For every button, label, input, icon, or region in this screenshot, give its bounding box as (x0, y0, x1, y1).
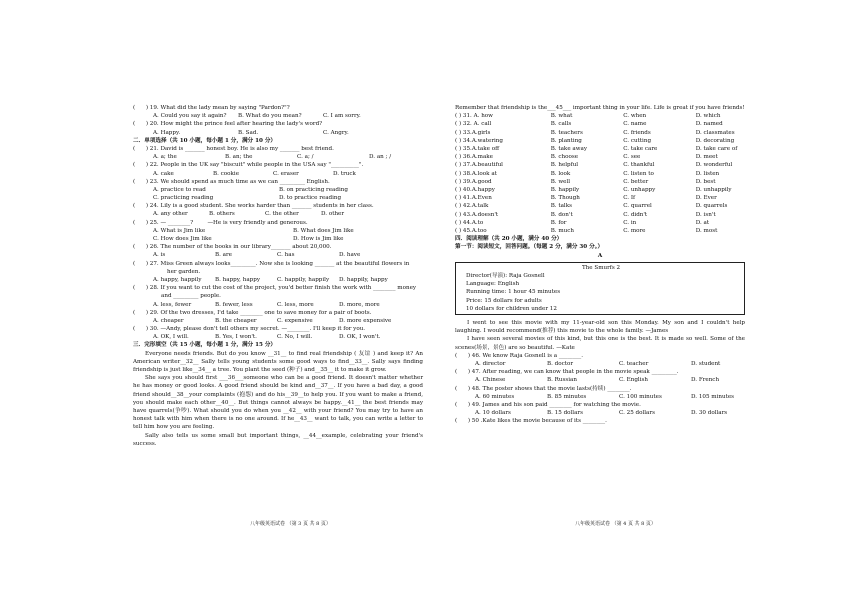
question-24: ( ) 24. Lily is a good student. She works harder than _______ students in her class. (133, 203, 374, 210)
cloze-option[interactable]: B. what (550, 113, 573, 120)
option[interactable]: D. OK, I won't. (339, 334, 381, 341)
option[interactable]: B. doctor (547, 360, 574, 367)
cloze-option-row (455, 145, 745, 153)
cloze-option[interactable]: B. look (550, 170, 571, 177)
options-30 (133, 333, 423, 341)
option[interactable]: A. OK, I will. (153, 334, 189, 341)
question-27-cont: her garden. (167, 268, 201, 275)
cloze-option[interactable]: D. which (695, 113, 721, 120)
cloze-option[interactable]: B. don't (550, 211, 573, 218)
cloze-option[interactable]: D. unhappily (695, 187, 732, 194)
cloze-option[interactable]: B. talks (550, 203, 572, 210)
cloze-option[interactable]: C. when (623, 113, 647, 120)
options-20 (133, 129, 423, 137)
option[interactable]: A. cake (153, 170, 174, 177)
question-22: ( ) 22. People in the UK say "biscuit" while people in the USA say "__________". (133, 162, 364, 169)
cloze-option[interactable]: B. happily (550, 187, 580, 194)
cloze-option[interactable]: D. decorating (695, 137, 735, 144)
cloze-question-number: ( ) 31. A. how (455, 113, 493, 120)
cloze-option[interactable]: C. cutting (623, 137, 652, 144)
cloze-question-number: ( ) 45.A.too (455, 228, 487, 235)
option[interactable]: C. the other (265, 211, 299, 218)
cloze-option[interactable]: B. choose (550, 154, 579, 161)
options-27 (133, 276, 423, 284)
option[interactable]: C. How does Jim like (153, 236, 212, 242)
option[interactable]: A. 60 minutes (475, 393, 515, 400)
question-28-cont: and _________ people. (161, 293, 221, 300)
option[interactable]: C. has (277, 252, 295, 259)
passage-label: A (597, 252, 603, 259)
section-heading-2: 二．单项选择（共 10 小题，每小题 1 分，满分 10 分） (133, 137, 277, 144)
cloze-option-row (455, 202, 745, 210)
cloze-option-row (455, 219, 745, 227)
option[interactable]: A. cheaper (153, 317, 184, 324)
option[interactable]: B. fewer, less (215, 301, 253, 308)
poster-line: 10 dollars for children under 12 (466, 305, 557, 312)
question-47: ( ) 47. After reading, we can know that people in the movie speak _________. (455, 369, 679, 376)
cloze-option[interactable]: C. listen to (623, 170, 654, 177)
page-footer-left: 八年级英语试卷 （第 3 页 共 8 页） (250, 521, 331, 527)
cloze-question-number: ( ) 36.A.make (455, 154, 493, 161)
cloze-option[interactable]: C. name (623, 121, 647, 128)
cloze-option[interactable]: B. teachers (550, 129, 583, 136)
options-49 (455, 409, 745, 417)
option[interactable]: D. an ; / (369, 154, 392, 161)
poster-line: Price: 15 dollars for adults (466, 297, 542, 304)
options-26 (133, 251, 423, 259)
left-page (133, 104, 423, 448)
cloze-intro: Remember that friendship is the___45___ important thing in your life. Life is great if you have friends! (455, 105, 745, 111)
cloze-option-row (455, 120, 745, 128)
options-28 (133, 301, 423, 309)
cloze-question-number: ( ) 34.A.watering (455, 137, 503, 144)
cloze-option[interactable]: D. isn't (695, 211, 716, 218)
cloze-option[interactable]: B. for (550, 219, 567, 226)
cloze-option[interactable]: B. helpful (550, 162, 579, 169)
question-20: ( ) 20. How might the prince feel after hearing the lady's word? (133, 121, 323, 128)
review-kate: I have seen several movies of this kind, but this one is the best. It is made so well. Some of the scenes(场景，景色) are so beautiful. —Kate (455, 336, 745, 351)
option[interactable]: C. eraser (273, 170, 299, 177)
cloze-option-row (455, 153, 745, 161)
cloze-question-number: ( ) 42.A.talk (455, 203, 489, 210)
option[interactable]: B. Sad. (238, 129, 259, 136)
option[interactable]: B. What does Jim like (293, 227, 354, 234)
option[interactable]: B. the cheaper (215, 317, 257, 324)
options-22 (133, 170, 423, 178)
cloze-option-row (455, 227, 745, 235)
cloze-option[interactable]: B. Though (550, 195, 580, 202)
option[interactable]: D. have (339, 252, 361, 259)
question-49: ( ) 49. James and his son paid ________ for watching the movie. (455, 401, 641, 408)
cloze-paragraph-2: She says you should first ___36___someone who can be a good friend. It doesn't matter whether he has money or good looks. A good friend should be kind and__37__. If you have a bad day, a good friend should__38__your complaints (抱怨) and do his__39__to help you. If you want to make a friend, you should make each other__40__. But things cannot always be happy.__41__ the best friends may have quarrels(争吵). What should you do when you __42__ with your friend? You may try to have an honest talk with him when there is no one around. If he__43__ want to talk, you can write a letter to tell him how you are feeling. (133, 375, 423, 431)
option[interactable]: C. 25 dollars (619, 410, 655, 417)
cloze-option-row (455, 129, 745, 137)
question-27: ( ) 27. Miss Green always looks_________. Now she is looking _______ at the beautiful flowers in (133, 260, 410, 267)
right-page (455, 104, 745, 425)
option[interactable]: C. No, I will. (277, 334, 313, 341)
cloze-option[interactable]: B. much (550, 228, 574, 235)
cloze-option-row (455, 186, 745, 194)
option[interactable]: A. director (475, 360, 506, 367)
option[interactable]: B. happy, happy (215, 276, 260, 283)
cloze-option[interactable]: C. didn't (623, 211, 648, 218)
option[interactable]: C. happily, happily (277, 276, 330, 283)
cloze-option[interactable]: D. named (695, 121, 723, 128)
option[interactable]: D. 30 dollars (691, 410, 728, 417)
option[interactable]: D. happily, happy (339, 276, 388, 283)
poster-line: Running time: 1 hour 45 minutes (466, 289, 561, 296)
option[interactable]: B. on practicing reading (279, 186, 348, 193)
poster-line: Director(导演): Raja Gosnell (466, 273, 545, 280)
cloze-option[interactable]: C. better (623, 178, 649, 185)
option[interactable]: D. French (691, 377, 720, 384)
cloze-option[interactable]: D. best (695, 178, 716, 185)
option[interactable]: B. Russian (547, 377, 577, 384)
cloze-question-number: ( ) 43.A.doesn't (455, 211, 499, 218)
cloze-paragraph-3: Sally also tells us some small but important things, __44__example, celebrating your friend's success. (133, 432, 423, 447)
page-footer-right: 八年级英语试卷 （第 4 页 共 8 页） (575, 521, 656, 527)
question-21: ( ) 21. David is _______ honest boy. He is also my _______ best friend. (133, 145, 334, 152)
question-50: ( ) 50 .Kate likes the movie because of its ________. (455, 418, 607, 425)
cloze-option[interactable]: C. If (623, 195, 636, 202)
cloze-paragraph-1: Everyone needs friends. But do you know __31__ to find real friendship ( 友谊 ) and keep it? An American writer__32__ Sally tells young students some good ways to find__33__. Sally says finding friendship is just like__34__ a tree. You plant the seed (种子) and__35__ it to make it grow. (133, 350, 423, 374)
option[interactable]: D. other (321, 211, 345, 218)
cloze-question-number: ( ) 37.A.beautiful (455, 162, 503, 169)
option[interactable]: D. 105 minutes (691, 393, 735, 400)
option[interactable]: A. Chinese (475, 377, 506, 384)
cloze-question-number: ( ) 38.A.look at (455, 170, 497, 177)
poster-title: The Smurfs 2 (581, 264, 621, 271)
options-29 (133, 317, 423, 325)
cloze-option[interactable]: C. in (623, 219, 637, 226)
cloze-question-number: ( ) 32. A. call (455, 121, 492, 128)
option[interactable]: C. I am sorry. (323, 113, 361, 120)
option[interactable]: D. student (691, 360, 721, 367)
option[interactable]: A. Could you say it again? (153, 113, 227, 120)
option[interactable]: A. 10 dollars (475, 410, 511, 417)
question-48: ( ) 48. The poster shows that the movie lasts(持续) ________. (455, 385, 632, 392)
cloze-option[interactable]: C. thankful (623, 162, 655, 169)
cloze-option[interactable]: B. planting (550, 137, 582, 144)
cloze-question-number: ( ) 35.A.take off (455, 146, 500, 152)
question-25: ( ) 25. — ________? —He is very friendly and generous. (133, 219, 308, 226)
options-25b (133, 235, 423, 243)
cloze-option[interactable]: C. unhappy (623, 187, 656, 194)
question-19: ( ) 19. What did the lady mean by saying "Pardon?"? (133, 105, 290, 111)
option[interactable]: C. expensive (277, 317, 313, 324)
cloze-question-number: ( ) 44.A.to (455, 219, 484, 226)
options-23a (133, 186, 423, 194)
question-46: ( ) 46. We know Raja Gosnell is a ________. (455, 352, 583, 359)
cloze-option[interactable]: D. Ever (695, 195, 717, 202)
option[interactable]: A. a; the (153, 154, 177, 161)
cloze-option-row (455, 170, 745, 178)
cloze-option[interactable]: B. calls (550, 121, 572, 128)
question-30: ( ) 30. —Andy, please don't tell others my secret. —________. I'll keep it for you. (133, 326, 366, 333)
option[interactable]: A. less, fewer (153, 301, 192, 308)
question-29: ( ) 29. Of the two dresses, I'd take ________ one to save money for a pair of boots. (133, 309, 372, 316)
cloze-option-row (455, 161, 745, 169)
option[interactable]: C. Angry. (323, 129, 349, 136)
cloze-option[interactable]: D. wonderful (695, 162, 733, 169)
cloze-option[interactable]: C. see (623, 154, 641, 161)
options-47 (455, 376, 745, 384)
option[interactable]: A. is (153, 252, 166, 259)
option[interactable]: C. 100 minutes (619, 393, 662, 400)
cloze-option[interactable]: D. at (695, 219, 710, 226)
section-heading-3: 三．完形填空（共 15 小题，每小题 1 分，满分 15 分） (133, 342, 277, 349)
cloze-option[interactable]: D. take care of (695, 146, 738, 152)
option[interactable]: C. English (619, 377, 648, 384)
options-23b (133, 194, 423, 202)
option[interactable]: D. How is Jim like (293, 236, 344, 242)
cloze-option[interactable]: C. take care (623, 146, 658, 152)
option[interactable]: B. 85 minutes (547, 393, 587, 400)
cloze-option-row (455, 194, 745, 202)
option[interactable]: B. an; the (225, 154, 253, 161)
option[interactable]: B. others (209, 211, 235, 218)
option[interactable]: A. practice to read (153, 186, 206, 193)
option[interactable]: A. Happy. (153, 129, 181, 136)
cloze-option-row (455, 178, 745, 186)
options-46 (455, 360, 745, 368)
option[interactable]: B. cookie (213, 170, 240, 177)
option[interactable]: D. to practice reading (279, 195, 342, 202)
cloze-option[interactable]: D. classmates (695, 129, 735, 136)
cloze-question-number: ( ) 40.A.happy (455, 187, 495, 194)
option[interactable]: C. teacher (619, 360, 649, 367)
option[interactable]: A. any other (153, 211, 188, 218)
option[interactable]: C. practicing reading (153, 195, 214, 202)
option[interactable]: C. a; / (297, 154, 314, 161)
option[interactable]: B. are (215, 252, 232, 259)
cloze-option[interactable]: C. more (623, 228, 646, 235)
cloze-option[interactable]: C. quarrel (623, 203, 652, 210)
question-28: ( ) 28. If you want to cut the cost of the project, you'd better finish the work with ________ money (133, 285, 417, 292)
option[interactable]: C. less, more (277, 301, 314, 308)
options-21 (133, 153, 423, 161)
cloze-option-row (455, 112, 745, 120)
option[interactable]: B. 15 dollars (547, 410, 583, 417)
cloze-option-row (455, 211, 745, 219)
options-25a (133, 227, 423, 235)
cloze-option[interactable]: C. friends (623, 129, 651, 136)
option[interactable]: B. What do you mean? (238, 113, 302, 120)
option[interactable]: A. What is Jim like (153, 227, 206, 234)
cloze-option[interactable]: D. meet (695, 154, 718, 161)
cloze-option[interactable]: B. take away (550, 146, 588, 152)
options-24 (133, 210, 423, 218)
options-48 (455, 393, 745, 401)
section-heading-4: 四．阅读理解（共 20 小题，满分 40 分） (455, 236, 563, 243)
cloze-question-number: ( ) 41.A.Even (455, 195, 492, 202)
option[interactable]: B. Yes, I won't. (215, 334, 257, 341)
cloze-question-number: ( ) 39.A.good (455, 178, 492, 185)
cloze-option[interactable]: D. listen (695, 170, 720, 177)
cloze-option-row (455, 137, 745, 145)
option[interactable]: A. happy, happily (153, 276, 202, 283)
review-james: I went to see this movie with my 11-year-old son this Monday. My son and I couldn't help laughing. I would recommend(推荐) this movie to the whole family. —James (455, 319, 745, 335)
section-heading-4a: 第一节：阅读短文，回答问题。（每题 2 分，满分 30 分。） (455, 244, 604, 251)
option[interactable]: D. more expensive (339, 317, 392, 324)
option[interactable]: D. truck (333, 170, 356, 177)
poster-line: Language: English (466, 281, 520, 288)
option[interactable]: D. more, more (339, 301, 380, 308)
question-23: ( ) 23. We should spend as much time as we can _________ English. (133, 178, 330, 185)
cloze-option[interactable]: B. well (550, 178, 571, 185)
cloze-option[interactable]: D. most (695, 228, 718, 235)
cloze-option[interactable]: D. quarrels (695, 203, 728, 210)
movie-poster-box (455, 262, 745, 315)
options-19 (133, 112, 423, 120)
cloze-question-number: ( ) 33.A.girls (455, 129, 491, 136)
cloze-options-table (455, 112, 745, 235)
question-26: ( ) 26. The number of the books in our library_______ about 20,000. (133, 244, 332, 251)
